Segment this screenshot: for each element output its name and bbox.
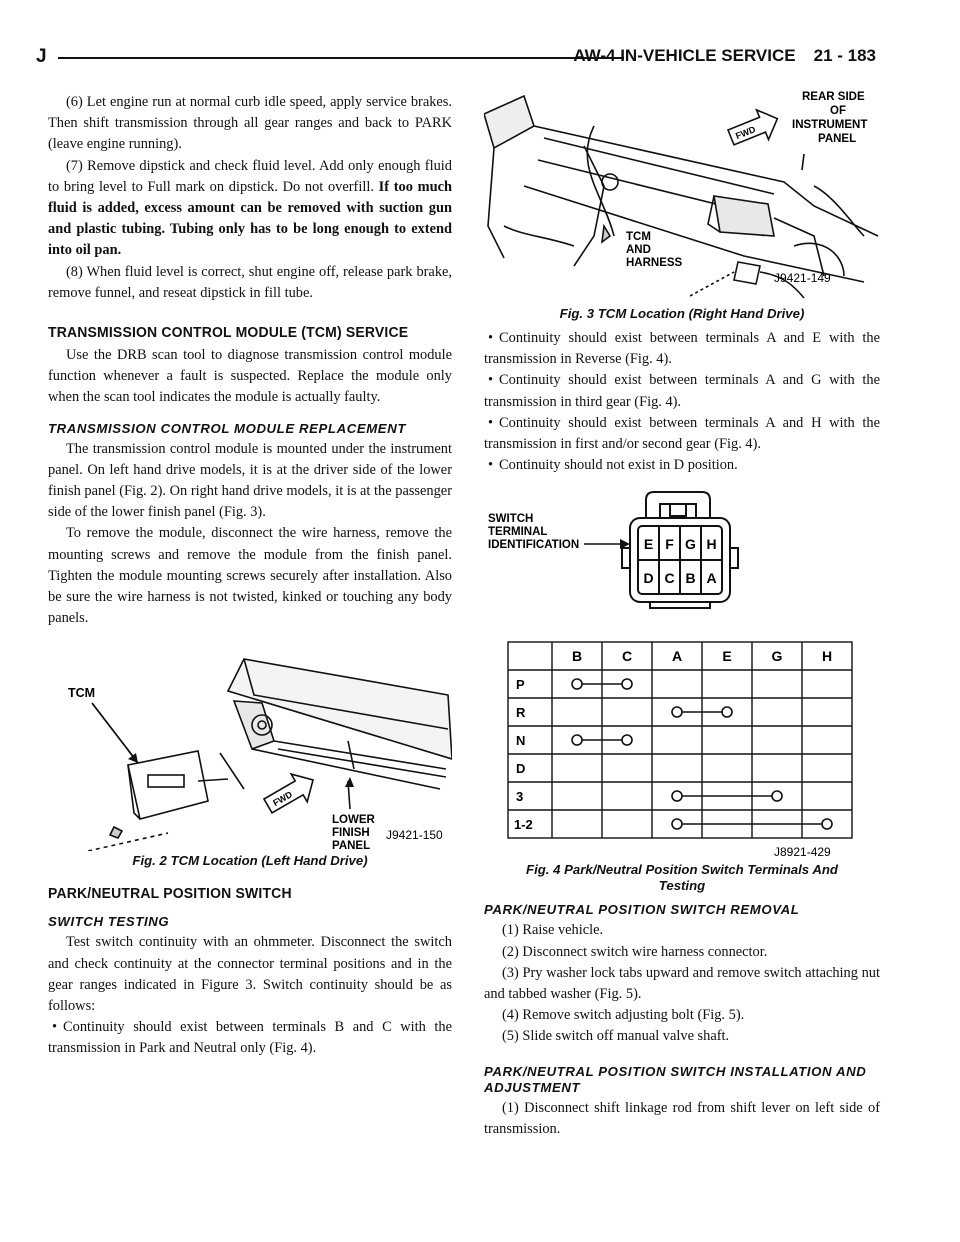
fig3-label-panel: PANEL xyxy=(818,133,857,145)
figure-3 xyxy=(484,86,880,304)
row-r: R xyxy=(516,705,526,721)
figure-4 xyxy=(484,488,880,860)
figure-4-caption-line1: Fig. 4 Park/Neutral Position Switch Terminals And xyxy=(526,862,838,878)
pin-f: F xyxy=(665,536,674,553)
continuity-3-a-g xyxy=(672,791,782,801)
switch-terminal-diagram xyxy=(484,488,880,860)
figure-2 xyxy=(48,641,452,851)
row-d: D xyxy=(516,761,526,777)
row-3: 3 xyxy=(516,789,524,805)
fig3-label-harness: HARNESS xyxy=(626,257,683,269)
step-8: (8) When fluid level is correct, shut engine off, release park brake, remove funnel, and reseat dipstick in fill tube. xyxy=(48,263,452,301)
fig4-label-terminal: TERMINAL xyxy=(488,526,548,539)
pin-g: G xyxy=(685,536,696,553)
tcm-replacement-p2: To remove the module, disconnect the wire harness, remove the mounting screws and remove the module from the finish panel. Tighten the module mounting screws securely after installation. Also be sure the wire harness is not twisted, kinked or touching any body panels. xyxy=(48,525,452,627)
bullet-1: • Continuity should exist between terminals B and C with the transmission in Park and Neutral only (Fig. 4). xyxy=(48,1019,452,1057)
col-g: G xyxy=(771,648,783,665)
fig2-label-fwd: FWD xyxy=(271,789,294,809)
removal-step-4: (4) Remove switch adjusting bolt (Fig. 5). xyxy=(502,1007,745,1024)
left-column xyxy=(48,92,452,1060)
install-heading: PARK/NEUTRAL POSITION SWITCH INSTALLATION AND ADJUSTMENT xyxy=(484,1063,867,1095)
tcm-replacement-p1: The transmission control module is mounted under the instrument panel. On left hand drive models, it is at the driver side of the lower finish panel (Fig. 2). On right hand drive models, it is at the passenger side of the lower finish panel (Fig. 3). xyxy=(48,440,452,521)
tcm-replacement-heading: TRANSMISSION CONTROL MODULE REPLACEMENT xyxy=(48,420,406,436)
fig2-label-tcm: TCM xyxy=(68,686,96,701)
tcm-service-heading: TRANSMISSION CONTROL MODULE (TCM) SERVICE xyxy=(48,324,409,342)
section-title: AW-4 IN-VEHICLE SERVICE xyxy=(573,46,796,65)
fig4-code: J8921-429 xyxy=(774,845,831,860)
switch-testing-text: Test switch continuity with an ohmmeter. Disconnect the switch and check continuity at the connector terminal positions and in the gear ranges indicated in Figure 3. Switch continuity should be as follows: xyxy=(48,934,452,1015)
page-number: 21 - 183 xyxy=(813,46,876,65)
figure-2-caption: Fig. 2 TCM Location (Left Hand Drive) xyxy=(132,853,368,869)
figure-3-caption: Fig. 3 TCM Location (Right Hand Drive) xyxy=(559,306,805,321)
pin-h: H xyxy=(706,536,717,553)
bullet-1-text: Continuity should exist between terminals B and C with the transmission in Park and Neutral only (Fig. 4). xyxy=(48,1019,452,1057)
removal-step-3: (3) Pry washer lock tabs upward and remove switch attaching nut and tabbed washer (Fig. 5). xyxy=(484,964,880,1003)
bullet-3: • Continuity should exist between terminals A and G with the transmission in third gear (Fig. 4). xyxy=(484,372,880,410)
tcm-right-hand-drive-illustration xyxy=(484,86,880,304)
fig4-label-identification: IDENTIFICATION xyxy=(488,539,580,552)
col-a: A xyxy=(671,648,683,665)
col-c: C xyxy=(621,648,633,665)
fig3-code: J9421-149 xyxy=(774,271,831,285)
row-1-2: 1-2 xyxy=(514,817,533,833)
removal-step-5: (5) Slide switch off manual valve shaft. xyxy=(502,1028,730,1045)
fig4-label-switch: SWITCH xyxy=(488,513,534,526)
pin-e: E xyxy=(643,536,654,553)
removal-step-2: (2) Disconnect switch wire harness connector. xyxy=(502,943,768,960)
step-7 xyxy=(48,156,452,262)
step-7-warning: If too much fluid is added, excess amount can be removed with suction gun and plastic tubing. Tubing only has to be long enough to extend into oil pan. xyxy=(48,178,452,259)
bullet-5-text: Continuity should not exist in D position. xyxy=(499,457,738,474)
header-letter: J xyxy=(36,46,47,67)
fig3-label-fwd: FWD xyxy=(734,124,757,142)
removal-step-1: (1) Raise vehicle. xyxy=(502,922,604,939)
pin-b: B xyxy=(685,570,696,587)
bullet-2-text: Continuity should exist between terminals A and E with the transmission in Reverse (Fig. 4). xyxy=(484,330,880,368)
fig3-label-of: OF xyxy=(830,105,846,117)
pin-d: D xyxy=(643,570,654,587)
bullet-4: • Continuity should exist between terminals A and H with the transmission in first and/or second gear (Fig. 4). xyxy=(484,414,880,453)
fig3-label-tcm: TCM xyxy=(626,231,651,243)
pin-c: C xyxy=(664,570,675,587)
bullet-5: • Continuity should not exist in D position. xyxy=(488,457,738,474)
fig2-label-lower: LOWER xyxy=(332,814,375,827)
continuity-table xyxy=(508,642,852,838)
col-e: E xyxy=(722,648,732,665)
bullet-3-text: Continuity should exist between terminals A and G with the transmission in third gear (Fig. 4). xyxy=(484,372,880,410)
row-n: N xyxy=(516,733,526,749)
figure-4-caption xyxy=(484,862,880,894)
row-p: P xyxy=(516,677,525,693)
fig3-label-instrument: INSTRUMENT xyxy=(792,119,868,131)
header-title xyxy=(573,46,876,66)
fig2-code: J9421-150 xyxy=(386,828,443,843)
col-b: B xyxy=(571,648,583,665)
step-6: (6) Let engine run at normal curb idle speed, apply service brakes. Then shift transmission through all gear ranges and back to PARK (leave engine running). xyxy=(48,94,452,153)
fig3-label-and: AND xyxy=(626,244,651,256)
install-step-1: (1) Disconnect shift linkage rod from shift lever on left side of transmission. xyxy=(484,1099,880,1137)
bullet-2: • Continuity should exist between terminals A and E with the transmission in Reverse (Fig. 4). xyxy=(484,330,880,368)
fig3-label-rear: REAR SIDE xyxy=(802,91,865,103)
page-header xyxy=(36,46,876,70)
fig2-label-finish: FINISH xyxy=(332,827,370,840)
col-h: H xyxy=(821,648,833,665)
switch-testing-heading: SWITCH TESTING xyxy=(48,914,170,930)
tcm-service-text: Use the DRB scan tool to diagnose transmission control module function whenever a fault is suspected. Replace the module only when the scan tool indicates the module is actually faulty. xyxy=(48,347,452,406)
figure-4-caption-line2: Testing xyxy=(658,878,706,894)
right-column xyxy=(484,86,880,1140)
step-7-text: (7) Remove dipstick and check fluid level. Add only enough fluid to bring level to Full mark on dipstick. Do not overfill. xyxy=(48,157,452,195)
bullet-4-text: Continuity should exist between terminals A and H with the transmission in first and/or second gear (Fig. 4). xyxy=(484,414,880,453)
connector-outline xyxy=(622,492,738,608)
fig2-label-panel: PANEL xyxy=(332,840,371,852)
removal-heading: PARK/NEUTRAL POSITION SWITCH REMOVAL xyxy=(484,902,800,918)
pin-a: A xyxy=(706,570,717,587)
pn-switch-heading: PARK/NEUTRAL POSITION SWITCH xyxy=(48,885,292,903)
tcm-left-hand-drive-illustration xyxy=(48,641,452,851)
header-rule xyxy=(58,57,624,59)
